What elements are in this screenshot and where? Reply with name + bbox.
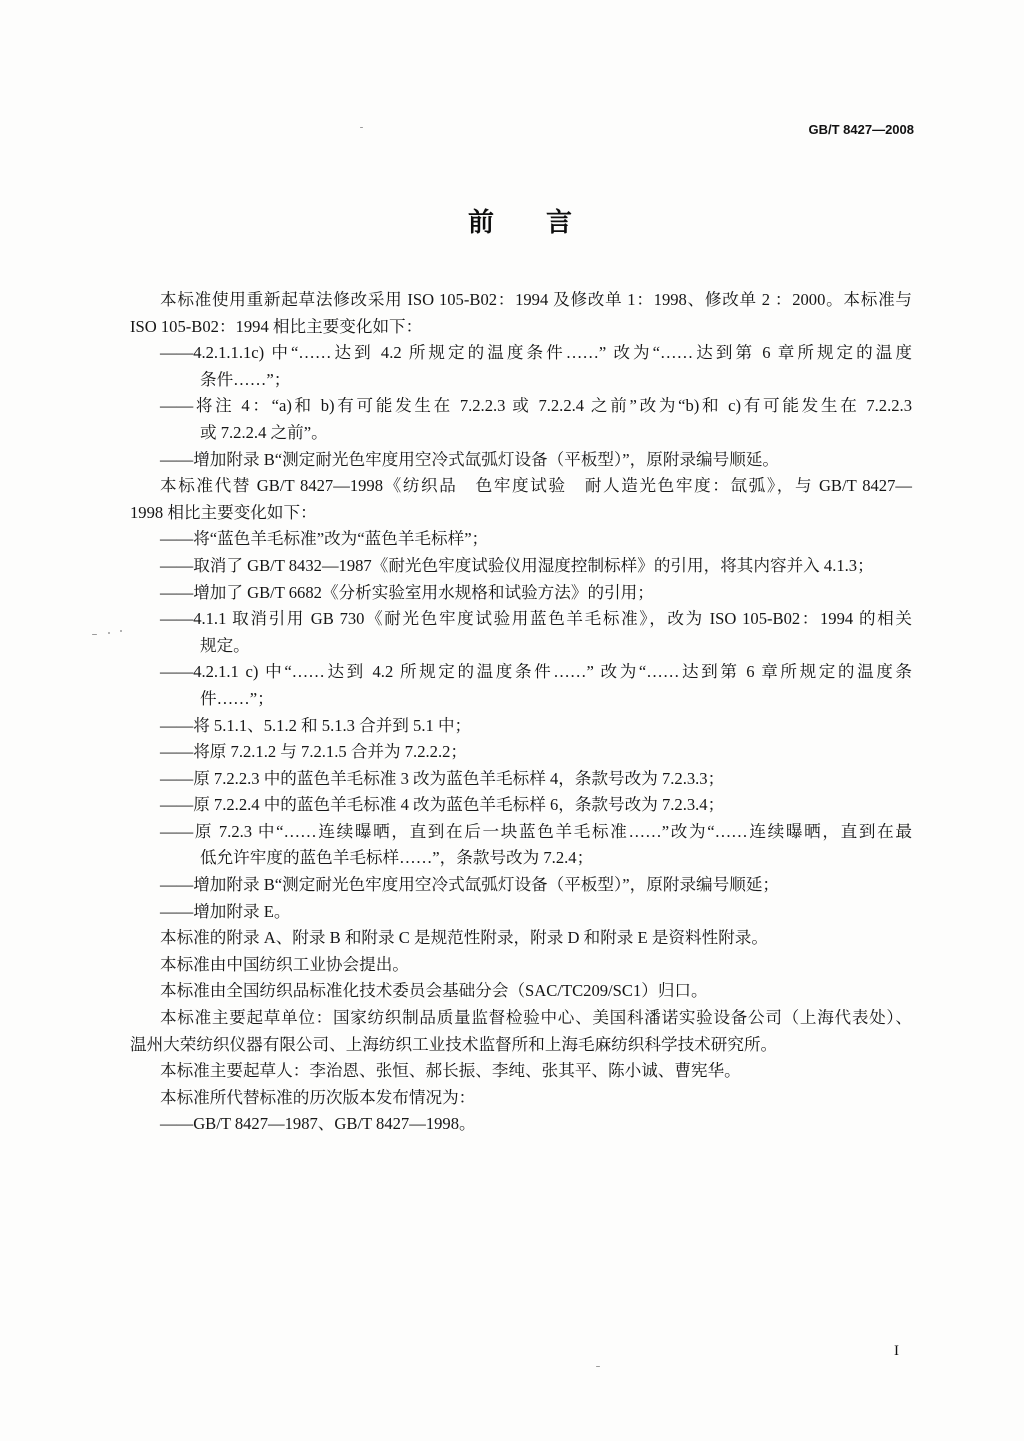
text-line: ISO 105-B02：1994 相比主要变化如下：: [130, 316, 423, 336]
scan-speck: [108, 632, 110, 634]
text-line: ——4.1.1 取消引用 GB 730《耐光色牢度试验用蓝色羊毛标准》，改为 ISO 105-B02：1994 的相关: [160, 609, 912, 629]
scan-speck: [596, 1366, 600, 1367]
text-line: ——增加附录 B“测定耐光色牢度用空冷式氙弧灯设备（平板型）”，原附录编号顺延。: [160, 449, 780, 469]
standard-number: GB/T 8427—2008: [808, 122, 914, 137]
foreword-body: [130, 287, 912, 1138]
change-list-item: [130, 713, 912, 740]
text-line: 本标准由中国纺织工业协会提出。: [160, 954, 409, 974]
change-list-item: [130, 766, 912, 793]
scan-speck: [92, 634, 97, 635]
text-line: ——4.2.1.1.1c) 中“……达到 4.2 所规定的温度条件……” 改为“……达到第 6 章所规定的温度: [160, 343, 912, 363]
foreword-paragraph: [130, 925, 912, 952]
text-line: ——GB/T 8427—1987、GB/T 8427—1998。: [160, 1114, 476, 1134]
foreword-paragraph: [130, 473, 912, 526]
text-line: 低允许牢度的蓝色羊毛标样……”，条款号改为 7.2.4；: [200, 848, 594, 868]
page-title: 前 言: [468, 207, 573, 237]
text-line: ——原 7.2.2.3 中的蓝色羊毛标准 3 改为蓝色羊毛标样 4，条款号改为 7.2.3.3；: [160, 768, 725, 788]
scan-speck: [360, 127, 363, 128]
foreword-paragraph: [130, 1085, 912, 1112]
change-list-item: [130, 553, 912, 580]
text-line: 本标准所代替标准的历次版本发布情况为：: [160, 1087, 476, 1107]
text-line: 本标准由全国纺织品标准化技术委员会基础分会（SAC/TC209/SC1）归口。: [160, 981, 708, 1001]
change-list-item: [130, 393, 912, 446]
text-line: 本标准主要起草人：李治恩、张恒、郝长振、李纯、张其平、陈小诚、曹宪华。: [160, 1061, 741, 1081]
text-line: 或 7.2.2.4 之前”。: [200, 422, 328, 442]
change-list-item: [130, 899, 912, 926]
text-line: 1998 相比主要变化如下：: [130, 502, 317, 522]
change-list-item: [130, 580, 912, 607]
text-line: ——将“蓝色羊毛标准”改为“蓝色羊毛标样”；: [160, 529, 489, 549]
text-line: 温州大荣纺织仪器有限公司、上海纺织工业技术监督所和上海毛麻纺织科学技术研究所。: [130, 1034, 778, 1054]
text-line: 条件……”；: [200, 369, 291, 389]
change-list-item: [130, 872, 912, 899]
change-list-item: [130, 819, 912, 872]
text-line: ——取消了 GB/T 8432—1987《耐光色牢度试验仪用湿度控制标样》的引用，将其内容并入 4.1.3；: [160, 555, 874, 575]
foreword-paragraph: [130, 1005, 912, 1058]
foreword-paragraph: [130, 952, 912, 979]
change-list-item: [130, 526, 912, 553]
text-line: 本标准代替 GB/T 8427—1998《纺织品 色牢度试验 耐人造光色牢度：氙弧》，与 GB/T 8427—: [160, 476, 912, 496]
change-list-item: [130, 447, 912, 474]
text-line: 规定。: [200, 635, 250, 655]
change-list-item: [130, 340, 912, 393]
text-line: ——增加附录 B“测定耐光色牢度用空冷式氙弧灯设备（平板型）”，原附录编号顺延；: [160, 875, 780, 895]
foreword-paragraph: [130, 1058, 912, 1085]
text-line: ——将 5.1.1、5.1.2 和 5.1.3 合并到 5.1 中；: [160, 715, 472, 735]
foreword-paragraph: [130, 287, 912, 340]
scan-speck: [120, 630, 122, 632]
text-line: 本标准主要起草单位：国家纺织制品质量监督检验中心、美国科潘诺实验设备公司（上海代表处）、: [160, 1008, 912, 1028]
text-line: ——原 7.2.2.4 中的蓝色羊毛标准 4 改为蓝色羊毛标样 6，条款号改为 7.2.3.4；: [160, 795, 725, 815]
text-line: ——增加附录 E。: [160, 901, 291, 921]
text-line: ——4.2.1.1 c) 中“……达到 4.2 所规定的温度条件……” 改为“……达到第 6 章所规定的温度条: [160, 662, 912, 682]
text-line: ——增加了 GB/T 6682《分析实验室用水规格和试验方法》的引用；: [160, 582, 654, 602]
foreword-paragraph: [130, 978, 912, 1005]
change-list-item: [130, 792, 912, 819]
text-line: ——将原 7.2.1.2 与 7.2.1.5 合并为 7.2.2.2；: [160, 742, 467, 762]
text-line: ——将注 4：“a)和 b)有可能发生在 7.2.2.3 或 7.2.2.4 之前”改为“b)和 c)有可能发生在 7.2.2.3: [160, 396, 912, 416]
page-number: I: [894, 1343, 899, 1359]
text-line: 件……”；: [200, 688, 274, 708]
change-list-item: [130, 1111, 912, 1138]
change-list-item: [130, 739, 912, 766]
text-line: 本标准使用重新起草法修改采用 ISO 105-B02：1994 及修改单 1：1998、修改单 2 ：2000。本标准与: [160, 290, 912, 309]
text-line: ——原 7.2.3 中“……连续曝晒，直到在后一块蓝色羊毛标准……”改为“……连续曝晒，直到在最: [160, 821, 912, 841]
change-list-item: [130, 659, 912, 712]
text-line: 本标准的附录 A、附录 B 和附录 C 是规范性附录，附录 D 和附录 E 是资料性附录。: [160, 928, 768, 948]
change-list-item: [130, 606, 912, 659]
